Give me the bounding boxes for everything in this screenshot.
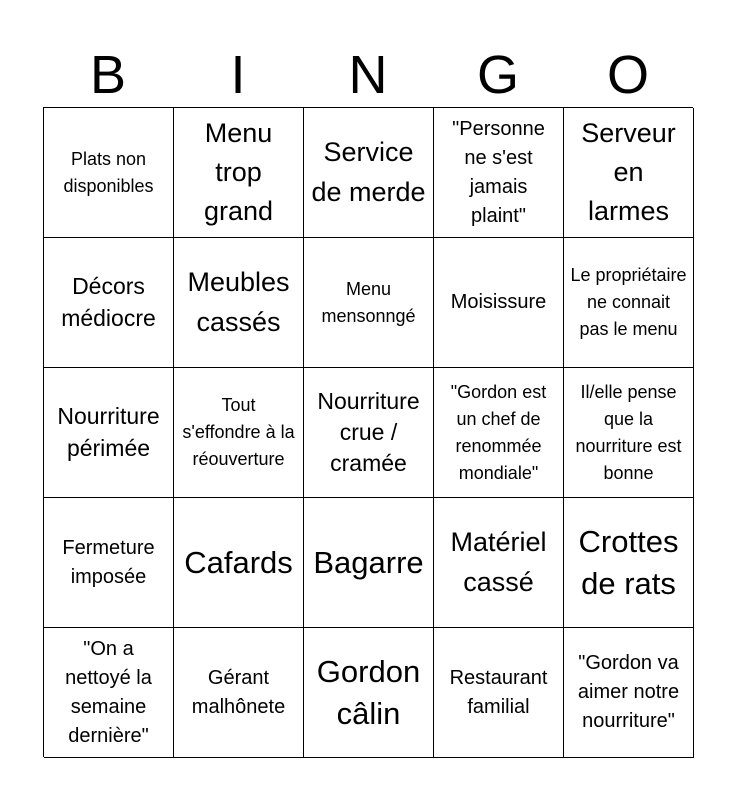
- bingo-cell[interactable]: [304, 238, 434, 368]
- bingo-cell-label: Service de merde: [311, 137, 426, 207]
- bingo-cell-label: Décors médiocre: [61, 273, 156, 331]
- header-letter-n: N: [348, 45, 388, 105]
- bingo-cell-label: Menu trop grand: [203, 117, 274, 227]
- bingo-grid: [43, 107, 693, 757]
- bingo-cell-label: Crottes de rats: [578, 523, 679, 601]
- bingo-cell[interactable]: [174, 108, 304, 238]
- bingo-cell[interactable]: [304, 628, 434, 758]
- bingo-cell-label: Nourriture crue / cramée: [317, 387, 420, 477]
- bingo-cell-label: Il/elle pense que la nourriture est bonne: [575, 381, 682, 483]
- bingo-cell[interactable]: [174, 498, 304, 628]
- bingo-cell[interactable]: [174, 628, 304, 758]
- bingo-cell[interactable]: [564, 368, 694, 498]
- bingo-cell[interactable]: [44, 628, 174, 758]
- bingo-cell-label: Nourriture périmée: [57, 403, 160, 461]
- bingo-cell[interactable]: [564, 238, 694, 368]
- bingo-cell[interactable]: [564, 628, 694, 758]
- bingo-cell[interactable]: [174, 368, 304, 498]
- bingo-cell[interactable]: [44, 238, 174, 368]
- header-letter-g: G: [476, 45, 519, 105]
- bingo-cell-label: Bagarre: [313, 544, 424, 580]
- bingo-cell-label: Fermeture imposée: [62, 536, 155, 588]
- bingo-cell-label: Gérant malhônete: [191, 666, 286, 718]
- bingo-cell[interactable]: [564, 498, 694, 628]
- bingo-header: [43, 44, 693, 106]
- bingo-cell-label: Serveur en larmes: [581, 117, 676, 227]
- header-letter-i: I: [230, 45, 246, 105]
- bingo-cell-label: Cafards: [184, 544, 293, 580]
- bingo-cell[interactable]: [304, 498, 434, 628]
- bingo-cell-label: Menu mensonngé: [321, 278, 416, 326]
- bingo-cell-label: Gordon câlin: [316, 653, 421, 731]
- bingo-cell[interactable]: [44, 108, 174, 238]
- bingo-cell[interactable]: [44, 368, 174, 498]
- bingo-cell[interactable]: [564, 108, 694, 238]
- bingo-cell[interactable]: [304, 368, 434, 498]
- bingo-cell[interactable]: [304, 108, 434, 238]
- bingo-cell-label: Restaurant familial: [449, 666, 548, 718]
- bingo-cell-label: "Personne ne s'est jamais plaint": [452, 117, 545, 227]
- bingo-cell-label: "On a nettoyé la semaine dernière": [65, 637, 152, 747]
- bingo-cell-label: Meubles cassés: [187, 267, 290, 337]
- bingo-cell[interactable]: [44, 498, 174, 628]
- bingo-cell[interactable]: [434, 368, 564, 498]
- bingo-cell-label: "Gordon est un chef de renommée mondiale": [450, 381, 547, 483]
- bingo-cell-label: Le propriétaire ne connait pas le menu: [570, 265, 687, 339]
- bingo-cell[interactable]: [434, 498, 564, 628]
- bingo-cell-label: Tout s'effondre à la réouverture: [182, 395, 295, 469]
- bingo-cell[interactable]: [434, 628, 564, 758]
- header-letter-o: O: [606, 45, 649, 105]
- bingo-cell-label: Matériel cassé: [450, 527, 547, 597]
- bingo-cell-label: "Gordon va aimer notre nourriture": [577, 652, 680, 732]
- bingo-cell-label: Plats non disponibles: [63, 148, 154, 196]
- bingo-cell-label: Moisissure: [450, 291, 547, 313]
- bingo-cell[interactable]: [434, 108, 564, 238]
- bingo-cell[interactable]: [434, 238, 564, 368]
- bingo-cell[interactable]: [174, 238, 304, 368]
- header-letter-b: B: [89, 45, 127, 105]
